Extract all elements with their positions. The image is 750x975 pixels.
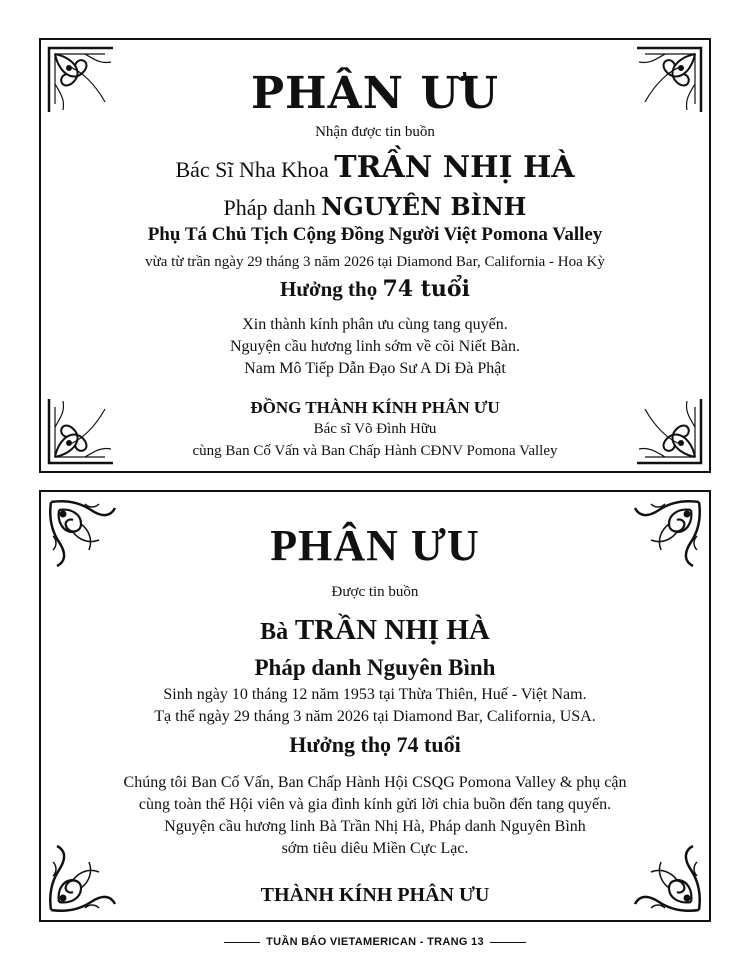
notice-2-signoff: THÀNH KÍNH PHÂN ƯU	[260, 884, 490, 906]
notice-1-signer: Bác sĩ Võ Đình Hữu	[313, 421, 437, 437]
notice-1-intro: Nhận được tin buồn	[315, 124, 435, 140]
notice-2-passed: Tạ thế ngày 29 tháng 3 năm 2026 tại Diamond Bar, California, USA.	[154, 708, 596, 725]
notice-1-message-1: Xin thành kính phân ưu cùng tang quyến.	[242, 316, 508, 333]
notice-1-age-line	[41, 276, 709, 302]
notice-2-age: Hưởng thọ 74 tuổi	[289, 732, 461, 757]
notice-1-message-2: Nguyện cầu hương linh sớm về cõi Niết Bàn.	[230, 338, 520, 355]
footer-rule-left	[224, 942, 260, 943]
notice-1-signoff: ĐỒNG THÀNH KÍNH PHÂN ƯU	[250, 398, 500, 417]
notice-2-name-prefix: Bà	[260, 619, 289, 645]
notice-2-title: PHÂN ƯU	[270, 521, 480, 570]
notice-1-position: Phụ Tá Chủ Tịch Cộng Đồng Người Việt Pomona Valley	[147, 224, 603, 245]
notice-2-message-3: Nguyện cầu hương linh Bà Trần Nhị Hà, Pháp danh Nguyên Bình	[164, 818, 586, 835]
notice-2-intro: Được tin buồn	[331, 584, 419, 600]
footer-rule-right	[490, 942, 526, 943]
footer-text: TUẦN BÁO VIETAMERICAN - TRANG 13	[266, 936, 484, 948]
page-footer	[0, 936, 750, 948]
notice-1-dharma-prefix: Pháp danh	[223, 195, 316, 220]
notice-1-dharma-line	[41, 192, 709, 221]
notice-1-title: PHÂN ƯU	[250, 68, 500, 119]
notice-2-dharma: Pháp danh Nguyên Bình	[254, 655, 496, 680]
notice-1-passing: vừa từ trần ngày 29 tháng 3 năm 2026 tại Diamond Bar, California - Hoa Kỳ	[145, 254, 605, 270]
notice-2-name-line	[41, 614, 709, 647]
notice-2-born: Sinh ngày 10 tháng 12 năm 1953 tại Thừa Thiên, Huế - Việt Nam.	[163, 686, 587, 703]
notice-2-message-1: Chúng tôi Ban Cố Vấn, Ban Chấp Hành Hội CSQG Pomona Valley & phụ cận	[123, 774, 627, 791]
notice-1-name-prefix: Bác Sĩ Nha Khoa	[175, 157, 329, 182]
notice-1-message-3: Nam Mô Tiếp Dẫn Đạo Sư A Di Đà Phật	[244, 360, 506, 377]
notice-1-dharma-name: NGUYÊN BÌNH	[321, 192, 527, 221]
notice-1-name-line	[41, 150, 709, 185]
notice-1	[39, 38, 711, 473]
notice-1-age-prefix: Hưởng thọ	[280, 277, 378, 301]
notice-2-message-4: sớm tiêu diêu Miền Cực Lạc.	[281, 840, 469, 857]
notice-2-message-2: cùng toàn thể Hội viên và gia đình kính gửi lời chia buồn đến tang quyến.	[138, 796, 612, 813]
notice-1-signer-group: cùng Ban Cố Vấn và Ban Chấp Hành CĐNV Pomona Valley	[192, 443, 558, 459]
notice-1-age: 74 tuổi	[382, 276, 470, 302]
notice-2	[39, 490, 711, 922]
notice-2-deceased-name: TRẦN NHỊ HÀ	[294, 614, 490, 646]
notice-1-deceased-name: TRẦN NHỊ HÀ	[334, 150, 575, 185]
